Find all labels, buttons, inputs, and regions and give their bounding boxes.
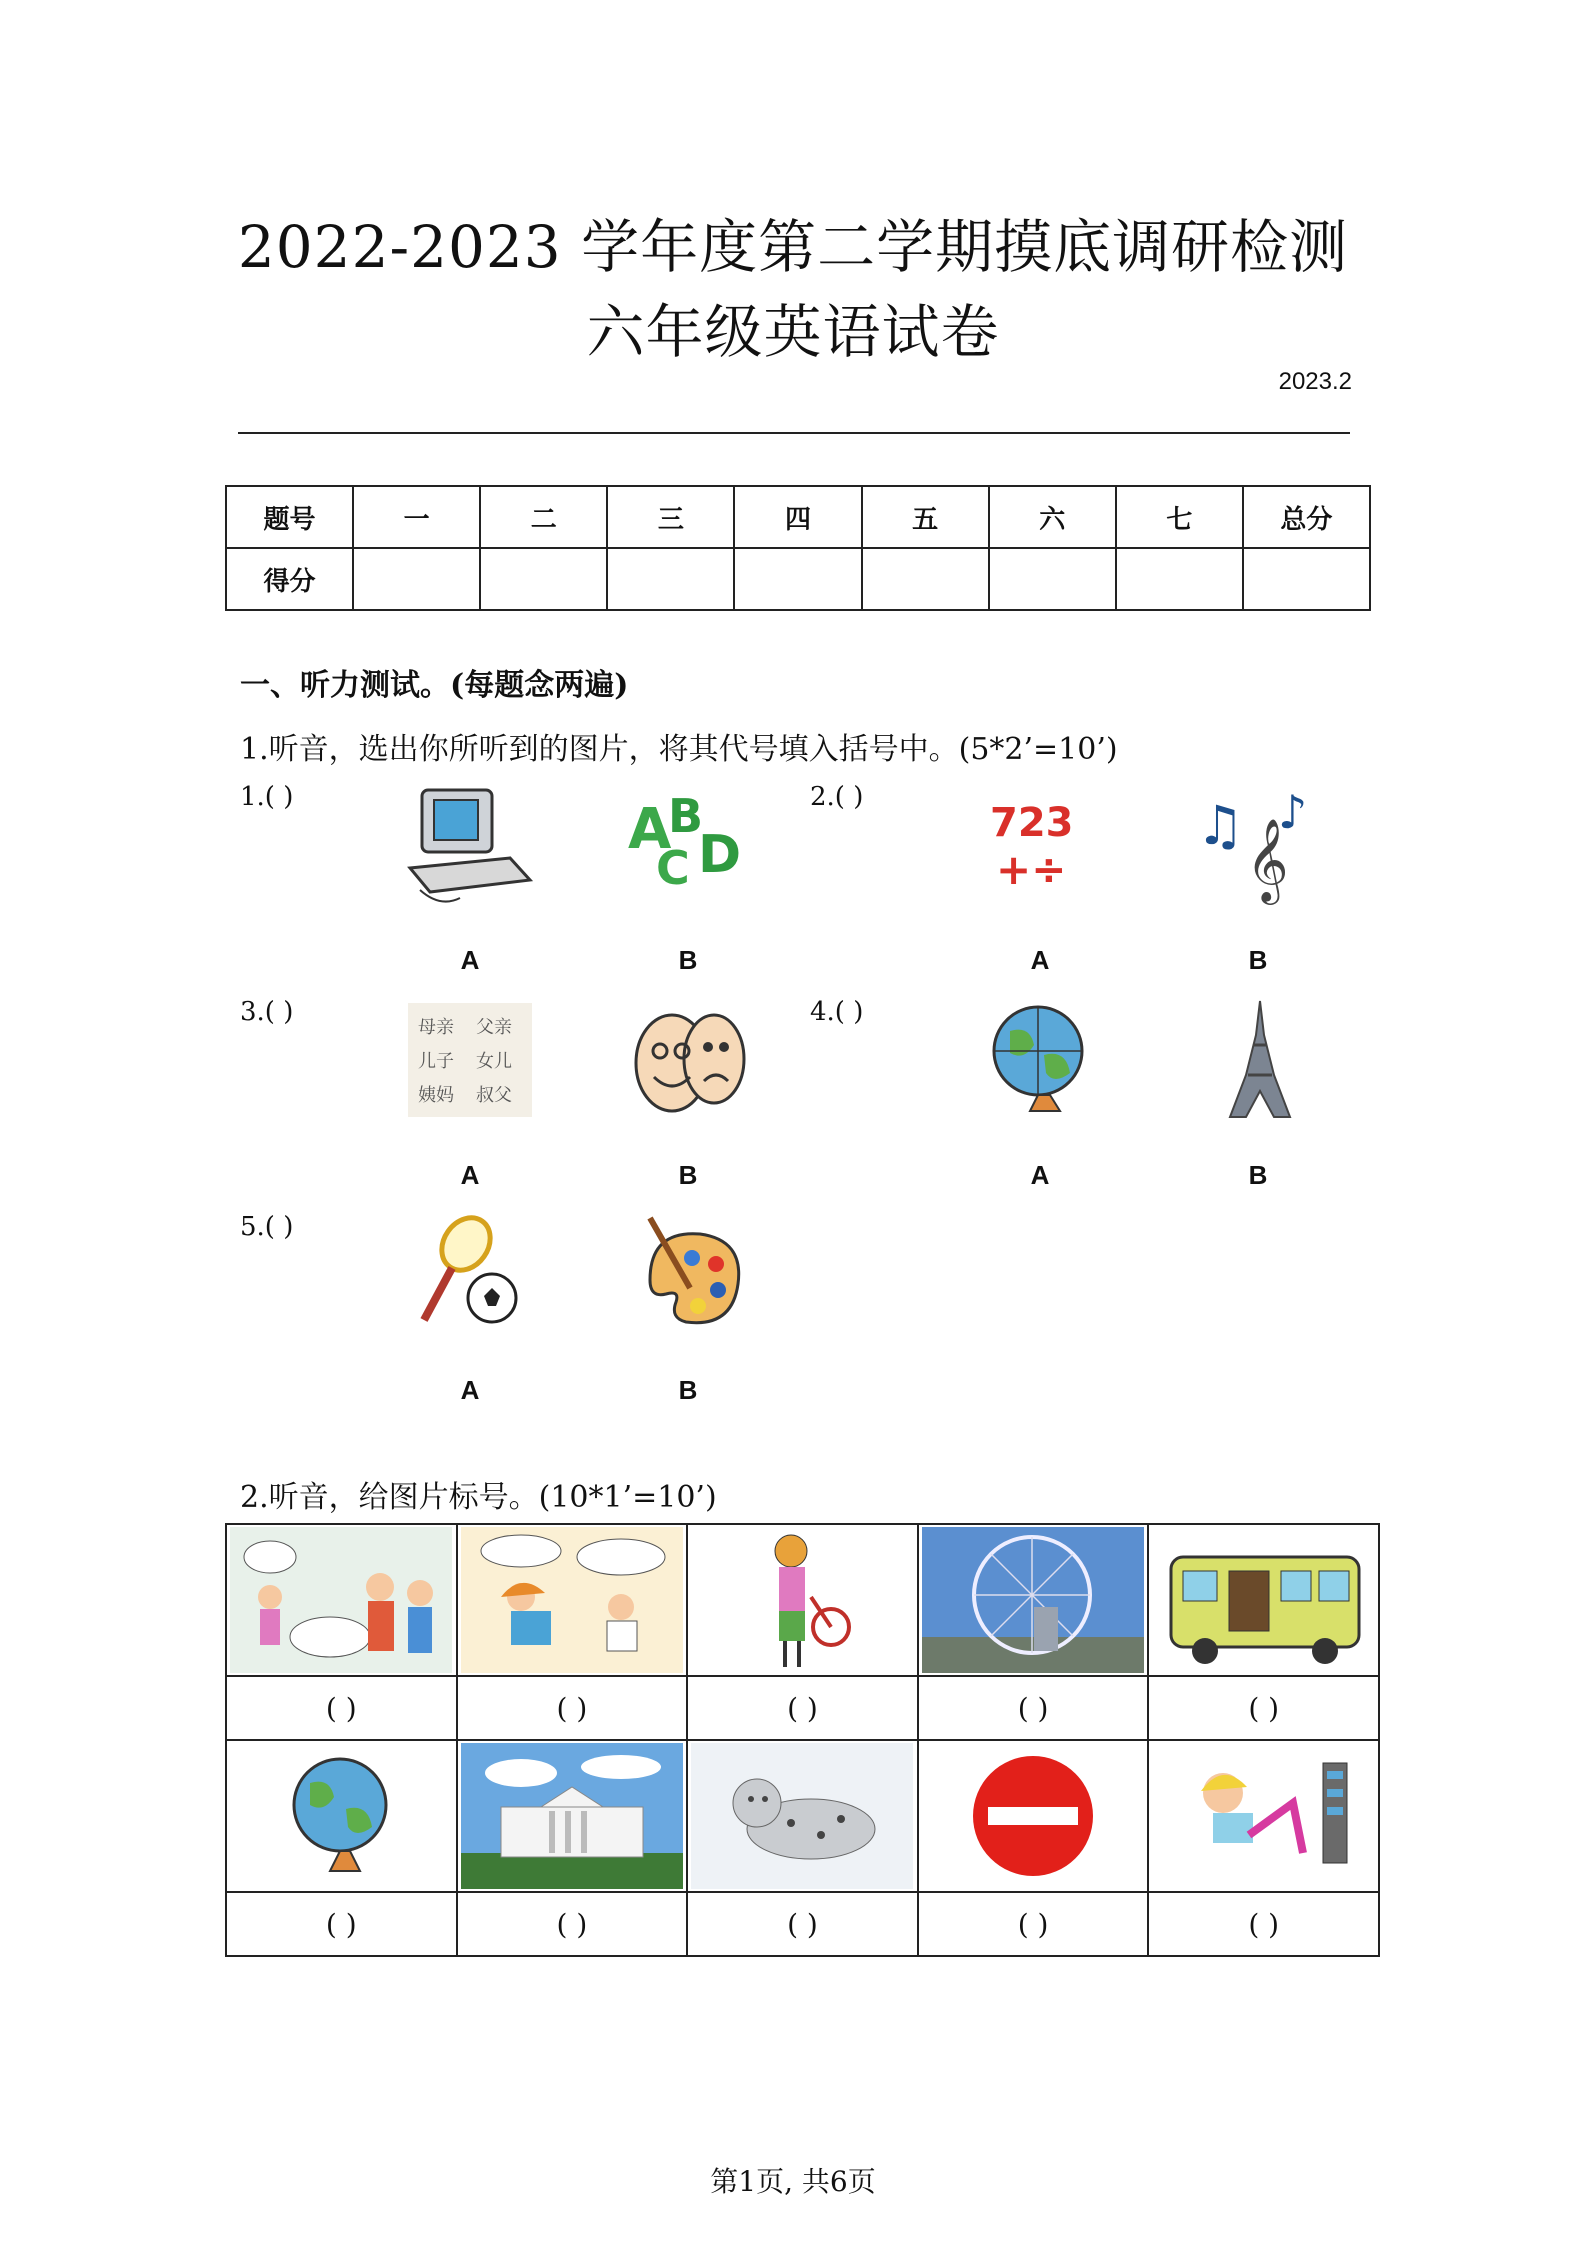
answer-blank[interactable]: ( ) bbox=[687, 1676, 918, 1740]
answer-blank[interactable]: ( ) bbox=[226, 1676, 457, 1740]
answer-blank[interactable]: ( ) bbox=[1148, 1676, 1379, 1740]
header-divider bbox=[238, 432, 1350, 434]
globe-icon bbox=[970, 995, 1110, 1125]
score-input-cell[interactable] bbox=[734, 548, 861, 610]
eiffel-tower-icon bbox=[1190, 995, 1330, 1125]
item-1-option-a[interactable]: A bbox=[460, 945, 480, 975]
item-5-option-b[interactable]: B bbox=[678, 1375, 698, 1405]
answer-blank[interactable]: ( ) bbox=[226, 1892, 457, 1956]
answer-row-1 bbox=[226, 1676, 1379, 1740]
part2-instruction: 2.听音，给图片标号。(10*1’=10’) bbox=[240, 1480, 717, 1515]
item-3-label[interactable]: 3.( ) bbox=[240, 997, 294, 1027]
white-house-icon bbox=[461, 1743, 683, 1889]
picture-cell bbox=[226, 1524, 457, 1676]
part1-instruction: 1.听音，选出你所听到的图片，将其代号填入括号中。(5*2’=10’) bbox=[240, 732, 1118, 767]
computer-icon bbox=[400, 780, 540, 910]
score-input-cell[interactable] bbox=[862, 548, 989, 610]
picture-cell bbox=[1148, 1740, 1379, 1892]
picture-row-1 bbox=[226, 1524, 1379, 1676]
score-input-cell[interactable] bbox=[607, 548, 734, 610]
picture-cell bbox=[226, 1740, 457, 1892]
svg-text:♫: ♫ bbox=[1196, 794, 1245, 857]
no-entry-sign-icon bbox=[922, 1743, 1144, 1889]
answer-blank[interactable]: ( ) bbox=[1148, 1892, 1379, 1956]
item-1-option-b[interactable]: B bbox=[678, 945, 698, 975]
friends-talking-icon bbox=[461, 1527, 683, 1673]
people-cartoon-icon bbox=[230, 1527, 452, 1673]
section1-heading: 一、听力测试。(每题念两遍) bbox=[240, 668, 629, 703]
svg-text:C: C bbox=[656, 841, 690, 895]
picture-cell bbox=[918, 1740, 1149, 1892]
picture-cell bbox=[918, 1524, 1149, 1676]
faces-icon bbox=[620, 995, 760, 1125]
snow-leopard-icon bbox=[691, 1743, 913, 1889]
globe-icon bbox=[230, 1743, 452, 1889]
answer-blank[interactable]: ( ) bbox=[687, 1892, 918, 1956]
answer-blank[interactable]: ( ) bbox=[457, 1676, 688, 1740]
svg-text:儿子: 儿子 bbox=[418, 1051, 454, 1072]
svg-text:𝄞: 𝄞 bbox=[1246, 817, 1289, 901]
picture-cell bbox=[1148, 1524, 1379, 1676]
picture-row-2 bbox=[226, 1740, 1379, 1892]
answer-row-2 bbox=[226, 1892, 1379, 1956]
racket-ball-icon bbox=[400, 1210, 540, 1340]
item-4-option-b[interactable]: B bbox=[1248, 1160, 1268, 1190]
answer-blank[interactable]: ( ) bbox=[457, 1892, 688, 1956]
exam-title-line1: 2022-2023 学年度第二学期摸底调研检测 bbox=[237, 213, 1349, 281]
london-eye-icon bbox=[922, 1527, 1144, 1673]
item-5-label[interactable]: 5.( ) bbox=[240, 1212, 294, 1242]
item-2-label[interactable]: 2.( ) bbox=[810, 782, 864, 812]
picture-cell bbox=[457, 1740, 688, 1892]
exam-title-line2: 六年级英语试卷 bbox=[586, 298, 1000, 366]
picture-cell bbox=[457, 1524, 688, 1676]
girl-music-icon bbox=[1153, 1743, 1375, 1889]
score-input-cell[interactable] bbox=[480, 548, 607, 610]
score-header-cell: 总分 bbox=[1243, 486, 1370, 548]
svg-text:叔父: 叔父 bbox=[476, 1085, 512, 1106]
svg-text:B: B bbox=[668, 789, 704, 843]
exam-date: 2023.2 bbox=[1278, 368, 1352, 395]
picture-cell bbox=[687, 1740, 918, 1892]
picture-numbering-grid bbox=[225, 1523, 1380, 1957]
score-table bbox=[225, 485, 1371, 611]
abcd-letters-icon bbox=[620, 780, 760, 910]
score-header-cell: 一 bbox=[353, 486, 480, 548]
answer-blank[interactable]: ( ) bbox=[918, 1892, 1149, 1956]
svg-text:A: A bbox=[628, 797, 672, 862]
item-3-option-a[interactable]: A bbox=[460, 1160, 480, 1190]
score-header-cell: 三 bbox=[607, 486, 734, 548]
score-input-cell[interactable] bbox=[1243, 548, 1370, 610]
score-row-label: 得分 bbox=[226, 548, 353, 610]
svg-text:+÷: +÷ bbox=[996, 845, 1067, 894]
svg-text:D: D bbox=[698, 825, 742, 885]
item-3-option-b[interactable]: B bbox=[678, 1160, 698, 1190]
item-5-option-a[interactable]: A bbox=[460, 1375, 480, 1405]
answer-blank[interactable]: ( ) bbox=[918, 1676, 1149, 1740]
svg-text:母亲: 母亲 bbox=[418, 1017, 454, 1038]
paint-palette-icon bbox=[620, 1210, 760, 1340]
music-notes-icon bbox=[1190, 780, 1330, 910]
svg-text:723: 723 bbox=[990, 800, 1074, 846]
page-number: 第1页, 共6页 bbox=[710, 2165, 876, 2198]
score-header-cell: 四 bbox=[734, 486, 861, 548]
item-1-label[interactable]: 1.( ) bbox=[240, 782, 294, 812]
tiger-bike-icon bbox=[691, 1527, 913, 1673]
item-2-option-b[interactable]: B bbox=[1248, 945, 1268, 975]
svg-text:姨妈: 姨妈 bbox=[418, 1085, 454, 1106]
math-numbers-icon bbox=[970, 780, 1110, 910]
score-header-cell: 五 bbox=[862, 486, 989, 548]
score-input-cell[interactable] bbox=[989, 548, 1116, 610]
family-words-icon bbox=[400, 995, 540, 1125]
svg-text:♪: ♪ bbox=[1278, 785, 1308, 839]
svg-text:父亲: 父亲 bbox=[476, 1017, 512, 1038]
score-header-cell: 二 bbox=[480, 486, 607, 548]
item-2-option-a[interactable]: A bbox=[1030, 945, 1050, 975]
svg-text:女儿: 女儿 bbox=[476, 1051, 512, 1072]
picture-cell bbox=[687, 1524, 918, 1676]
item-4-option-a[interactable]: A bbox=[1030, 1160, 1050, 1190]
bus-icon bbox=[1153, 1527, 1375, 1673]
score-input-cell[interactable] bbox=[1116, 548, 1243, 610]
score-table-score-row bbox=[226, 548, 1370, 610]
score-header-cell: 七 bbox=[1116, 486, 1243, 548]
item-4-label[interactable]: 4.( ) bbox=[810, 997, 864, 1027]
score-header-cell: 题号 bbox=[226, 486, 353, 548]
score-input-cell[interactable] bbox=[353, 548, 480, 610]
score-table-header-row bbox=[226, 486, 1370, 548]
score-header-cell: 六 bbox=[989, 486, 1116, 548]
